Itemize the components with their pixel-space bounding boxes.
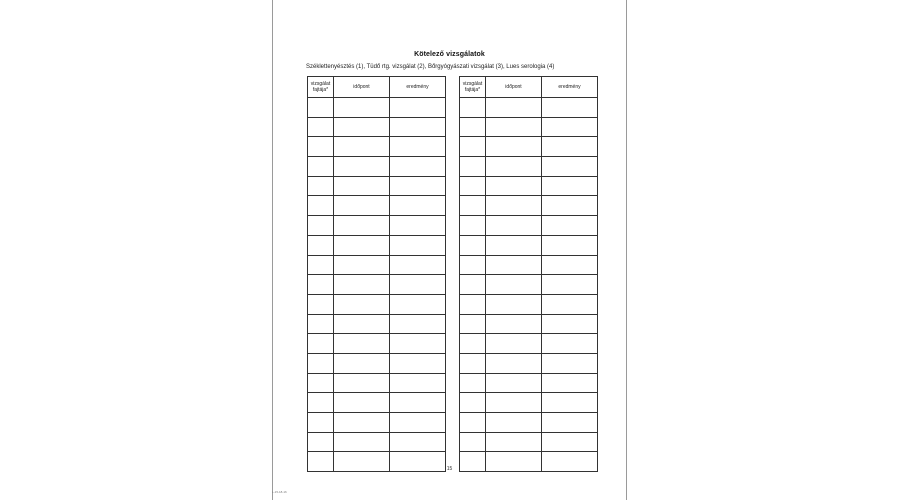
exam-type-cell[interactable] [460, 353, 486, 373]
exam-type-cell[interactable] [460, 137, 486, 157]
exam-type-cell[interactable] [460, 393, 486, 413]
table-row [308, 176, 446, 196]
result-cell[interactable] [542, 176, 598, 196]
time-cell[interactable] [486, 255, 542, 275]
exam-type-cell[interactable] [308, 432, 334, 452]
table-row [308, 314, 446, 334]
exam-type-cell[interactable] [308, 294, 334, 314]
time-cell[interactable] [486, 216, 542, 236]
exam-type-cell[interactable] [308, 314, 334, 334]
time-cell[interactable] [334, 373, 390, 393]
time-cell[interactable] [334, 255, 390, 275]
table-row [460, 314, 598, 334]
table-row [460, 216, 598, 236]
exam-type-cell[interactable] [308, 373, 334, 393]
table-row [460, 294, 598, 314]
result-cell[interactable] [542, 334, 598, 354]
result-cell[interactable] [390, 98, 446, 118]
exam-type-cell[interactable] [308, 413, 334, 433]
result-cell[interactable] [542, 314, 598, 334]
table-row [460, 275, 598, 295]
result-cell[interactable] [390, 235, 446, 255]
table-row [460, 137, 598, 157]
result-cell[interactable] [390, 393, 446, 413]
result-cell[interactable] [542, 275, 598, 295]
table-row [308, 353, 446, 373]
table-row [460, 176, 598, 196]
time-cell[interactable] [486, 176, 542, 196]
table-row [460, 235, 598, 255]
time-cell[interactable] [486, 373, 542, 393]
time-cell[interactable] [334, 196, 390, 216]
exam-type-cell[interactable] [308, 255, 334, 275]
exam-table-right [459, 76, 598, 472]
header-exam-type [460, 77, 486, 98]
time-cell[interactable] [334, 353, 390, 373]
time-cell[interactable] [486, 235, 542, 255]
time-cell[interactable] [334, 314, 390, 334]
table-row [308, 432, 446, 452]
result-cell[interactable] [542, 137, 598, 157]
exam-table-left-body [308, 98, 446, 472]
result-cell[interactable] [542, 353, 598, 373]
result-cell[interactable] [390, 255, 446, 275]
exam-type-cell[interactable] [308, 235, 334, 255]
exam-type-cell[interactable] [308, 334, 334, 354]
result-cell[interactable] [542, 373, 598, 393]
time-cell[interactable] [486, 393, 542, 413]
exam-type-cell[interactable] [308, 196, 334, 216]
document-page [272, 0, 627, 500]
time-cell[interactable] [486, 98, 542, 118]
table-row [308, 216, 446, 236]
header-time: időpont [486, 77, 542, 98]
result-cell[interactable] [542, 413, 598, 433]
table-row [308, 137, 446, 157]
table-row [460, 334, 598, 354]
result-cell[interactable] [390, 196, 446, 216]
table-row [308, 255, 446, 275]
exam-table-right-body [460, 98, 598, 472]
exam-type-cell[interactable] [460, 432, 486, 452]
result-cell[interactable] [542, 255, 598, 275]
time-cell[interactable] [334, 157, 390, 177]
table-row [308, 235, 446, 255]
time-cell[interactable] [486, 314, 542, 334]
time-cell[interactable] [486, 157, 542, 177]
time-cell[interactable] [486, 353, 542, 373]
time-cell[interactable] [486, 196, 542, 216]
result-cell[interactable] [542, 294, 598, 314]
page-title: Kötelező vizsgálatok [414, 51, 485, 58]
result-cell[interactable] [542, 157, 598, 177]
time-cell[interactable] [486, 137, 542, 157]
result-cell[interactable] [542, 117, 598, 137]
exam-type-cell[interactable] [308, 353, 334, 373]
exam-table-left [307, 76, 446, 472]
corner-mark: L-15-18-16 [272, 490, 287, 494]
result-cell[interactable] [390, 157, 446, 177]
result-cell[interactable] [542, 216, 598, 236]
exam-type-cell[interactable] [460, 98, 486, 118]
exam-type-cell[interactable] [460, 255, 486, 275]
time-cell[interactable] [486, 117, 542, 137]
time-cell[interactable] [486, 334, 542, 354]
result-cell[interactable] [390, 117, 446, 137]
exam-type-cell[interactable] [460, 216, 486, 236]
result-cell[interactable] [390, 176, 446, 196]
exam-type-cell[interactable] [460, 275, 486, 295]
exam-type-cell[interactable] [308, 157, 334, 177]
time-cell[interactable] [334, 275, 390, 295]
result-cell[interactable] [390, 216, 446, 236]
result-cell[interactable] [390, 353, 446, 373]
time-cell[interactable] [334, 413, 390, 433]
table-row [460, 432, 598, 452]
table-row [460, 413, 598, 433]
time-cell[interactable] [486, 432, 542, 452]
time-cell[interactable] [486, 294, 542, 314]
exam-type-cell[interactable] [308, 275, 334, 295]
time-cell[interactable] [334, 117, 390, 137]
table-row [460, 353, 598, 373]
exam-type-cell[interactable] [308, 117, 334, 137]
page-subtitle: Széklettenyésztés (1), Tüdő rtg. vizsgálat (2), Bőrgyógyászati vizsgálat (3), Lues serologia (4) [306, 64, 555, 70]
time-cell[interactable] [486, 413, 542, 433]
result-cell[interactable] [390, 432, 446, 452]
table-row [308, 334, 446, 354]
header-result: eredmény [542, 77, 598, 98]
table-row [308, 157, 446, 177]
table-row [308, 393, 446, 413]
table-row [308, 98, 446, 118]
exam-type-cell[interactable] [460, 196, 486, 216]
table-row [460, 98, 598, 118]
exam-type-cell[interactable] [308, 393, 334, 413]
result-cell[interactable] [390, 294, 446, 314]
result-cell[interactable] [390, 275, 446, 295]
result-cell[interactable] [542, 393, 598, 413]
time-cell[interactable] [334, 294, 390, 314]
header-exam-type [308, 77, 334, 98]
time-cell[interactable] [334, 235, 390, 255]
result-cell[interactable] [542, 432, 598, 452]
exam-type-cell[interactable] [460, 373, 486, 393]
exam-type-cell[interactable] [460, 117, 486, 137]
exam-type-cell[interactable] [460, 176, 486, 196]
table-row [308, 117, 446, 137]
table-row [308, 196, 446, 216]
result-cell[interactable] [542, 235, 598, 255]
table-row [308, 373, 446, 393]
page-number: 15 [446, 466, 453, 472]
exam-type-cell[interactable] [460, 235, 486, 255]
table-row [460, 157, 598, 177]
time-cell[interactable] [334, 176, 390, 196]
header-exam-type-line1: vizsgálat [310, 81, 331, 87]
time-cell[interactable] [334, 334, 390, 354]
result-cell[interactable] [390, 137, 446, 157]
table-row [308, 275, 446, 295]
header-result: eredmény [390, 77, 446, 98]
result-cell[interactable] [390, 334, 446, 354]
exam-type-cell[interactable] [460, 314, 486, 334]
exam-type-cell[interactable] [308, 176, 334, 196]
time-cell[interactable] [334, 393, 390, 413]
time-cell[interactable] [334, 98, 390, 118]
table-row [460, 196, 598, 216]
exam-type-cell[interactable] [308, 216, 334, 236]
result-cell[interactable] [390, 314, 446, 334]
time-cell[interactable] [334, 137, 390, 157]
table-row [460, 255, 598, 275]
table-row [460, 393, 598, 413]
table-row [460, 373, 598, 393]
exam-type-cell[interactable] [308, 98, 334, 118]
result-cell[interactable] [390, 373, 446, 393]
exam-type-cell[interactable] [460, 413, 486, 433]
exam-type-cell[interactable] [460, 294, 486, 314]
header-exam-type-line2: fajtája* [464, 87, 481, 93]
result-cell[interactable] [542, 98, 598, 118]
table-row [308, 413, 446, 433]
table-row [308, 294, 446, 314]
header-time: időpont [334, 77, 390, 98]
exam-type-cell[interactable] [460, 334, 486, 354]
exam-type-cell[interactable] [460, 157, 486, 177]
time-cell[interactable] [334, 432, 390, 452]
time-cell[interactable] [334, 216, 390, 236]
exam-type-cell[interactable] [308, 137, 334, 157]
result-cell[interactable] [390, 413, 446, 433]
result-cell[interactable] [542, 196, 598, 216]
header-exam-type-line1: vizsgálat [462, 81, 483, 87]
table-row [460, 117, 598, 137]
time-cell[interactable] [486, 275, 542, 295]
header-exam-type-line2: fajtája* [312, 87, 329, 93]
